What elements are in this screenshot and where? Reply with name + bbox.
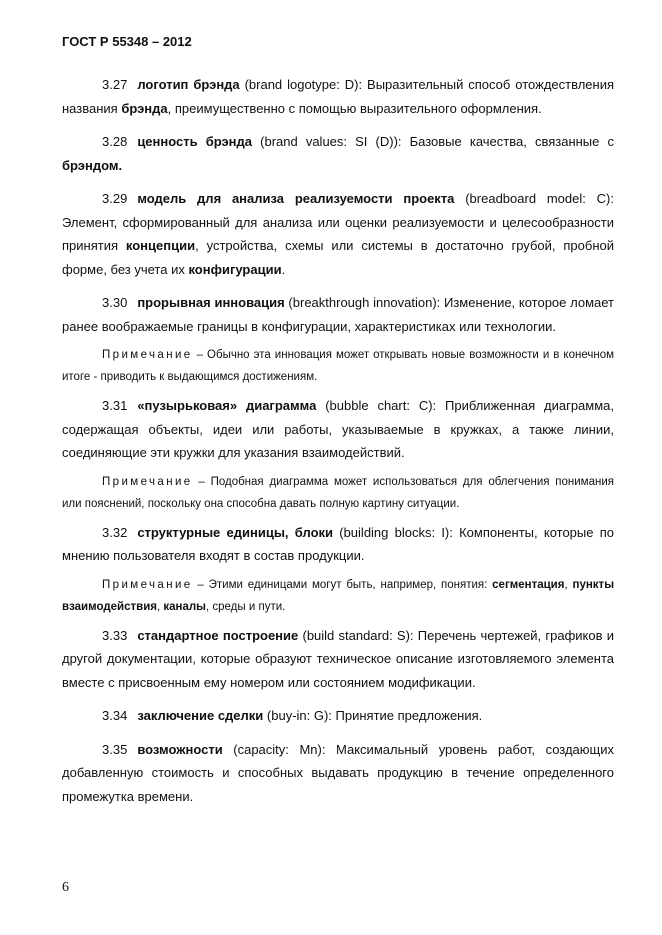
term-number: 3.30 — [102, 295, 128, 310]
term-list — [62, 73, 614, 808]
term-bold-text: прорывная инновация — [137, 295, 285, 310]
term-text: (build standard: S): Перечень чертежей, графиков и другой документации, которые образуют техническое описание изготовляемого элемента вместе с присвоенным ему номером или состоянием модификации. — [62, 627, 614, 690]
term-bold-text: модель для анализа реализуемости проекта — [137, 191, 455, 206]
term-number: 3.29 — [102, 191, 128, 206]
term-note — [62, 574, 614, 618]
term-entry — [62, 738, 614, 809]
note-label: Примечание — [102, 578, 193, 591]
term-bold-text: логотип брэнда — [137, 77, 240, 92]
note-label: Примечание — [102, 349, 193, 361]
term-entry — [62, 704, 614, 728]
term-entry — [62, 394, 614, 465]
term-number: 3.35 — [102, 741, 128, 757]
term-bold-text: «пузырьковая» диаграмма — [137, 398, 317, 413]
term-bold-text: брэндом. — [62, 157, 123, 173]
term-text: , устройства, схемы или системы в достаточно грубой, пробной форме, без учета их — [62, 238, 614, 277]
page-number: 6 — [62, 880, 69, 895]
term-number: 3.27 — [102, 77, 128, 92]
term-bold-text: заключение сделки — [137, 708, 264, 723]
term-bold-text: сегментация — [492, 578, 565, 591]
term-text: , — [156, 600, 164, 613]
term-entry — [62, 291, 614, 338]
term-bold-text: ценность брэнда — [137, 134, 253, 149]
term-bold-text: стандартное построение — [137, 627, 299, 643]
term-entry — [62, 73, 614, 120]
term-number: 3.28 — [102, 134, 128, 149]
term-text: , среды и пути. — [206, 600, 286, 613]
term-text: . — [281, 261, 286, 277]
document-header: ГОСТ Р 55348 – 2012 — [62, 34, 192, 49]
term-bold-text: каналы — [163, 600, 206, 613]
term-entry — [62, 624, 614, 695]
term-entry — [62, 521, 614, 568]
note-label: Примечание — [102, 475, 193, 488]
term-bold-text: пункты взаимодействия — [62, 578, 615, 613]
term-text: (brand values: SI (D)): Базовые качества, связанные с — [252, 134, 614, 149]
term-text: (breadboard model: C): Элемент, сформированный для анализа или оценки реализуемости и целесообразности принятия — [62, 191, 614, 253]
term-bold-text: конфигурации — [188, 261, 282, 277]
term-bold-text: возможности — [137, 741, 223, 757]
term-text: , преимущественно с помощью выразительного оформления. — [167, 100, 542, 116]
term-text: (bubble chart: C): Приближенная диаграмма, содержащая объекты, идеи или работы, указываемые в кружках, а также линии, соединяющие эти кружки для указания взаимодействий. — [62, 398, 614, 460]
term-text: (capacity: Mn): Максимальный уровень работ, создающих добавленную стоимость и способных выдавать продукцию в течение определенного промежутка времени. — [62, 741, 614, 804]
term-number: 3.34 — [102, 708, 128, 723]
term-text: (brand logotype: D): Выразительный способ отождествления названия — [62, 77, 614, 116]
term-text: (building blocks: I): Компоненты, которые по мнению пользователя входят в состав продукции. — [62, 524, 614, 563]
term-text: – Этими единицами могут быть, например, понятия: — [192, 578, 493, 591]
term-entry — [62, 130, 614, 177]
term-bold-text: концепции — [125, 238, 196, 253]
term-text: – Подобная диаграмма может использоваться для облегчения понимания или пояснений, поскольку она способна давать полную картину ситуации. — [62, 475, 614, 510]
term-number: 3.32 — [102, 524, 128, 540]
term-text: , — [564, 578, 573, 591]
term-number: 3.33 — [102, 627, 128, 643]
term-text: (breakthrough innovation): Изменение, которое ломает ранее воображаемые границы в конфигурации, характеристиках или технологии. — [62, 295, 614, 334]
term-bold-text: брэнда — [121, 100, 168, 116]
term-note — [62, 344, 614, 388]
term-text: (buy-in: G): Принятие предложения. — [263, 708, 483, 723]
term-number: 3.31 — [102, 398, 128, 413]
document-page — [62, 34, 614, 818]
term-entry — [62, 187, 614, 281]
term-bold-text: структурные единицы, блоки — [137, 524, 334, 540]
term-note — [62, 471, 614, 515]
term-text: – Обычно эта инновация может открывать новые возможности и в конечном итоге - приводить к выдающимся достижениям. — [62, 349, 614, 383]
